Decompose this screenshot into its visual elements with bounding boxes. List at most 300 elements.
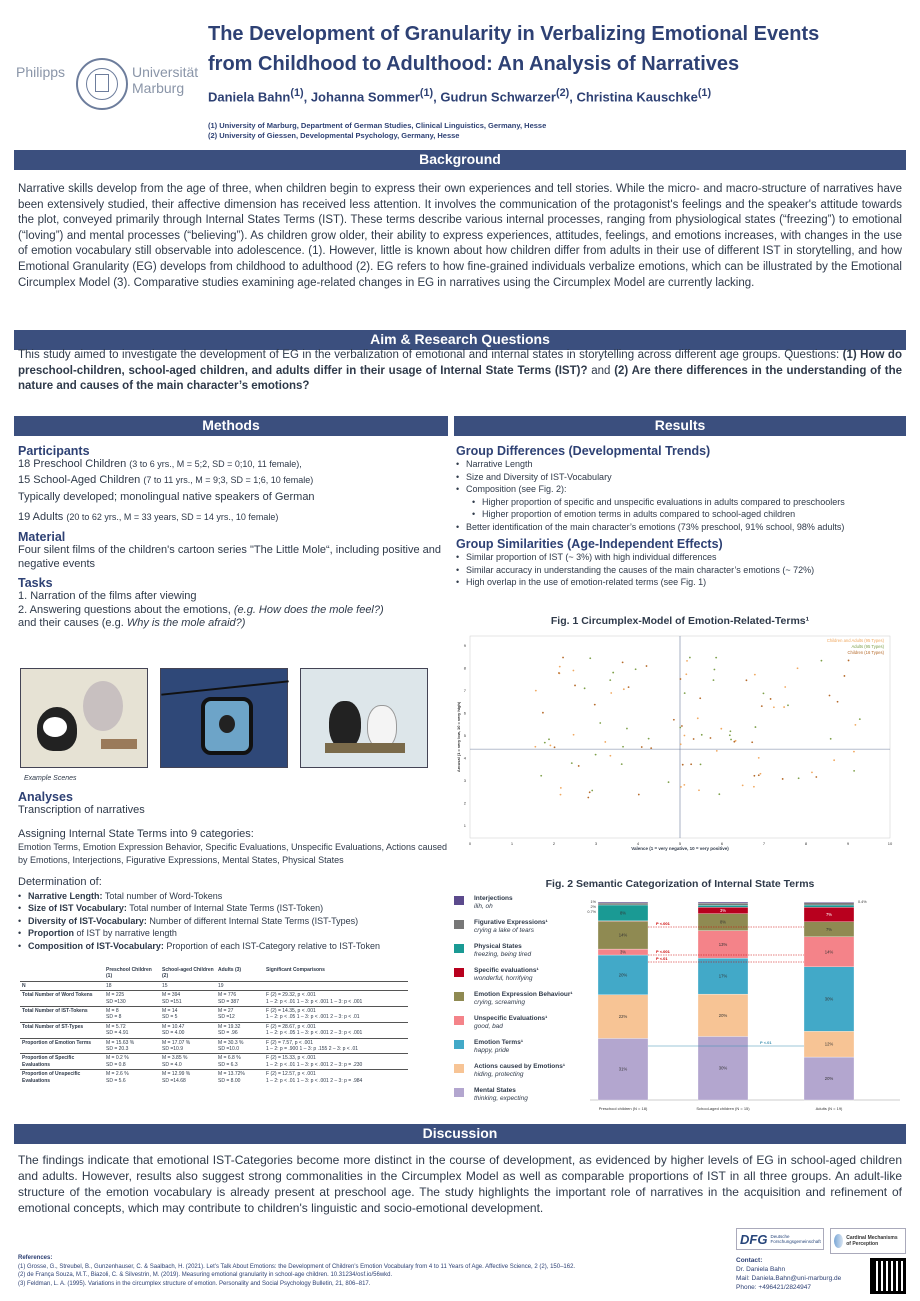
fig2-bar-segment — [698, 905, 748, 907]
fig1-point — [574, 685, 576, 687]
task-2b — [18, 617, 448, 631]
table-cell: Proportion of Specific Evaluations — [20, 1054, 104, 1070]
fig1-point — [610, 692, 612, 694]
cmp-logo-mark — [834, 1234, 843, 1248]
gd-sub-item: • Higher proportion of emotion terms in adults compared to school-aged children — [456, 508, 906, 521]
fig1-point — [646, 665, 648, 667]
table-row — [20, 1007, 408, 1023]
fig1-point — [591, 790, 593, 792]
fig1-x-tick: 8 — [804, 841, 808, 846]
fig1-point — [558, 672, 560, 674]
fig1-x-tick: 6 — [720, 841, 724, 846]
legend-entry-name: Emotion Expression Behaviour¹ — [474, 991, 573, 998]
fig1-point — [716, 750, 718, 752]
task-2 — [18, 604, 448, 618]
qr-code-icon[interactable] — [870, 1258, 906, 1294]
fig1-legend-entry: Adults (95 Types) — [851, 644, 884, 649]
fig1-x-tick: 4 — [636, 841, 640, 846]
det-item — [18, 890, 448, 903]
fig2-data-label: 20% — [718, 1012, 728, 1018]
fig1-point — [755, 726, 757, 728]
t2d: Why is the mole afraid?) — [126, 617, 246, 629]
author-2: Johanna Sommer — [310, 89, 420, 105]
legend-swatch — [454, 1040, 464, 1049]
fig1-point — [612, 672, 614, 674]
table-cell: M = 30.3 % SD =10.0 — [216, 1038, 264, 1054]
table-cell: F (2) = 12.57, p < .001 1 – 2: p < .01 1 – 3: p < .001 2 – 3: p = .984 — [264, 1070, 408, 1085]
fig2-data-label: 31% — [618, 1066, 628, 1072]
fig1-y-tick: 5 — [463, 733, 466, 738]
fig2-bar-segment — [698, 902, 748, 903]
legend-swatch — [454, 944, 464, 953]
fig2-data-label: 14% — [824, 949, 834, 955]
background-text: Narrative skills develop from the age of three, when children begin to express their own experiences and tell stories. While the micro- and macro-structure of narratives have been extensively studied, their affective dimension has received less attention. It involves the communication of the protagonist's feelings and the speaker's attitude towards the plot, conveyed primarily through Internal States Terms (IST). These terms describe various internal processes, ranging from physiological states (“freezing”) to emotional (“loving”) and mental processes (“believing”). As children grow older, their ability to express experiences, attitudes, feelings, and emotions increases, with changes in the use of emotion vocabulary still observable into adolescence. (1). However, little is known about how children differ from adults in their use of different IST in storytelling, and how Emotional Granularity (EG) develops from childhood to adulthood (2). EG refers to how fine-grained individuals verbalize emotions, which can be illustrated by the Emotional Circumplex Model (3). Comparative studies examining age-related changes in EG in narratives using the Circumplex Model are currently lacking. — [18, 183, 902, 289]
aim-q2: (2) Are there differences in the understanding of the nature and causes of the main character’s emotions? — [18, 364, 903, 393]
th: Significant Comparisons — [266, 967, 325, 973]
fig1-point — [782, 778, 784, 780]
table-cell: M = 10.47 SD = 4.00 — [160, 1022, 216, 1038]
contact-mail: Mail: Daniela.Bahn@uni-marburg.de — [736, 1275, 842, 1282]
fig1-point — [754, 674, 756, 676]
det-item — [18, 927, 448, 940]
table-cell — [264, 981, 408, 990]
table-row — [20, 1022, 408, 1038]
table-cell: Proportion of Unspecific Evaluations — [20, 1070, 104, 1085]
fig2-data-label: 7% — [825, 926, 833, 932]
fig2-data-label: 7% — [825, 911, 833, 917]
group-differences-heading: Group Differences (Developmental Trends) — [456, 444, 711, 458]
legend-entry-example: crying a lake of tears — [474, 927, 534, 934]
p1b: (3 to 6 yrs., M = 5;2, SD = 0;10, 11 female), — [129, 459, 302, 469]
fig1-point — [783, 706, 785, 708]
references — [18, 1254, 708, 1288]
legend-entry-example: happy, pride — [474, 1047, 510, 1054]
fig1-y-tick: 8 — [463, 665, 466, 671]
fig1-point — [673, 719, 675, 721]
det-b: Narrative Length: — [28, 890, 103, 901]
table-cell: 15 — [160, 981, 216, 990]
cmp-logo-text: Cardinal Mechanisms of Perception — [846, 1235, 898, 1247]
table-row — [20, 1054, 408, 1070]
fig2-data-label: 22% — [618, 1014, 628, 1020]
fig1-point — [815, 776, 817, 778]
fig2-data-label: 2% — [590, 905, 596, 909]
fig1-y-tick: 2 — [463, 800, 466, 806]
det-t: Total number of Internal State Terms (IST-Token) — [126, 903, 324, 913]
legend-entry — [474, 967, 539, 983]
fig2-data-label: 1% — [590, 900, 596, 904]
determination-list — [18, 890, 448, 953]
legend-entry — [474, 895, 513, 911]
fig2-data-label: 30% — [824, 996, 834, 1002]
det-t: Number of different Internal State Terms (IST-Types) — [146, 915, 359, 926]
table-header-row — [20, 966, 408, 981]
tasks-heading: Tasks — [18, 576, 53, 590]
fig1-point — [729, 734, 731, 736]
legend-entry-name: Mental States — [474, 1087, 516, 1094]
stats-table — [20, 966, 408, 1085]
fig2-data-label: 14% — [618, 932, 628, 938]
author-4: Christina Kauschke — [576, 89, 698, 105]
gs-item: • Similar accuracy in understanding the causes of the main character’s emotions (~ 72%) — [456, 564, 906, 577]
fig1-point — [787, 704, 789, 706]
fig1-point — [604, 741, 606, 743]
fig1-point — [784, 686, 786, 688]
participants-heading: Participants — [18, 444, 90, 458]
gd-sub-item: • Higher proportion of specific and unspecific evaluations in adults compared to preschoolers — [456, 496, 906, 509]
affiliation-2: (2) University of Giessen, Developmental Psychology, Germany, Hesse — [208, 131, 460, 140]
fig1-point — [589, 791, 591, 793]
fig2-bar-segment — [804, 905, 854, 907]
table-row — [20, 1070, 408, 1085]
fig1-point — [599, 722, 601, 724]
det-item — [18, 940, 448, 953]
background-heading: Background — [14, 150, 906, 170]
fig1-point — [690, 763, 692, 765]
determination-heading: Determination of: — [18, 876, 102, 888]
fig1-x-tick: 0 — [468, 841, 472, 846]
fig1-point — [638, 794, 640, 796]
fig1-y-tick: 4 — [463, 755, 466, 761]
fig2-category-label: School-aged children (N = 15) — [696, 1106, 750, 1111]
legend-entry — [474, 1039, 523, 1055]
stats-table-wrap — [20, 966, 408, 1085]
table-cell: Total Number of ST-Types — [20, 1022, 104, 1038]
fig1-y-tick: 6 — [463, 710, 466, 716]
table-cell: N — [20, 981, 104, 990]
table-row — [20, 991, 408, 1007]
aim-q1: (1) How do preschool-children, school-aged children, and adults differ in their usage of Internal State Terms (IST)? — [18, 349, 902, 377]
fig1-point — [753, 775, 755, 777]
fig1-point — [763, 692, 765, 694]
fig1-point — [623, 688, 625, 690]
fig1-point — [650, 747, 652, 749]
author-2-sup: (1) — [419, 87, 434, 99]
methods-column — [18, 440, 448, 631]
legend-entry — [474, 991, 573, 1007]
fig1-point — [859, 718, 861, 720]
legend-entry-name: Interjections — [474, 895, 513, 902]
author-3: Gudrun Schwarzer — [440, 89, 556, 105]
legend-entry-name: Emotion Terms¹ — [474, 1039, 523, 1046]
fig1-point — [622, 746, 624, 748]
legend-entry-example: freezing, being tired — [474, 951, 532, 958]
fig1-point — [573, 670, 575, 672]
fig2-title: Fig. 2 Semantic Categorization of Internal State Terms — [545, 878, 815, 890]
fig1-point — [573, 734, 575, 736]
gs-item: • Similar proportion of IST (~ 3%) with high individual differences — [456, 551, 906, 564]
fig1-point — [587, 797, 589, 799]
fig1-point — [751, 741, 753, 743]
analyses-block — [18, 786, 448, 952]
fig2-bar-segment — [598, 902, 648, 903]
fig2-category-label: Preschool children (N = 18) — [598, 1106, 648, 1111]
table-cell: M = 0.2 % SD = 0.8 — [104, 1054, 160, 1070]
fig2-data-label: 8% — [719, 919, 727, 925]
analyses-heading: Analyses — [18, 790, 73, 804]
table-row — [20, 981, 408, 990]
fig1-point — [548, 738, 550, 740]
fig1-point — [753, 786, 755, 788]
fig1-point — [686, 660, 688, 662]
legend-swatch — [454, 896, 464, 905]
legend-swatch — [454, 1088, 464, 1097]
table-cell: M = 14 SD = 5 — [160, 1007, 216, 1023]
fig1-point — [848, 660, 850, 662]
fig1-point — [685, 673, 687, 675]
legend-entry — [474, 1087, 528, 1103]
gd-item: • Better identification of the main character’s emotions (73% preschool, 91% school, 98% adults) — [456, 521, 906, 534]
fig1-point — [684, 692, 686, 694]
fig1-point — [594, 704, 596, 706]
contact — [736, 1256, 841, 1292]
fig1-point — [821, 660, 823, 662]
legend-entry-example: hiding, protecting — [474, 1071, 524, 1078]
t2a: 2. Answering questions about the emotions, — [18, 603, 234, 616]
reference-item: (2) de França Souza, M.T., Biazoli, C. & Silvestrin, M. (2019). Measuring emotional granularity in school-age children. 10.31234/osf.io/56wkd. — [18, 1272, 393, 1278]
dfg-logo — [736, 1228, 824, 1250]
scene-image-1 — [20, 668, 148, 768]
fig1-point — [680, 786, 682, 788]
fig2-significance-label: P <.001 — [656, 921, 670, 926]
legend-entry-example: crying, screaming — [474, 999, 525, 1006]
fig2-bar-segment — [804, 903, 854, 905]
seal-icon — [76, 58, 128, 110]
material-heading: Material — [18, 530, 66, 544]
fig1-point — [710, 737, 712, 739]
fig1-point — [853, 751, 855, 753]
fig1-y-tick: 9 — [463, 643, 466, 649]
fig1-ylabel: Arousal (1 = very low, 10 = very high) — [456, 701, 461, 773]
group-differences-sublist — [456, 496, 906, 521]
fig1-x-tick: 1 — [510, 841, 514, 846]
fig2-data-label: 8% — [619, 910, 627, 916]
th — [20, 966, 104, 981]
table-cell: Proportion of Emotion Terms — [20, 1038, 104, 1054]
author-1-sup: (1) — [290, 87, 304, 99]
fig1-point — [554, 746, 556, 748]
legend-entry-example: ilih, oh — [474, 903, 493, 910]
p4a: 19 Adults — [18, 510, 67, 523]
fig1-point — [746, 679, 748, 681]
fig1-point — [713, 679, 715, 681]
fig1-xlabel: Valence (1 = very negative, 10 = very positive) — [631, 846, 729, 851]
fig1-point — [760, 773, 762, 775]
fig1-point — [535, 690, 537, 692]
group-similarities-list — [456, 551, 906, 589]
legend-entry-example: wonderful, horrifying — [474, 975, 533, 982]
legend-swatch — [454, 1064, 464, 1073]
fig1-point — [544, 742, 546, 744]
fig1-x-tick: 9 — [846, 841, 850, 846]
dfg-logo-mark: DFG — [740, 1231, 768, 1247]
fig2-data-label: 17% — [718, 973, 728, 979]
fig1-point — [715, 657, 717, 659]
fig1-point — [833, 759, 835, 761]
p2a: 15 School-Aged Children — [18, 473, 144, 486]
fig1-legend-entry: Children and Adults (95 Types) — [826, 638, 884, 643]
fig1-point — [549, 745, 551, 747]
fig1-point — [811, 771, 813, 773]
fig1-point — [595, 754, 597, 756]
poster-title-line2: from Childhood to Adulthood: An Analysis of Narratives — [208, 53, 740, 75]
participants-1 — [18, 458, 448, 472]
fig1-point — [770, 698, 772, 700]
legend-entry-name: Specific evaluations¹ — [474, 967, 539, 974]
table-cell: 18 — [104, 981, 160, 990]
fig1-point — [641, 746, 643, 748]
fig1-point — [798, 777, 800, 779]
authors: Daniela Bahn$^{(1)}$, Johanna Sommer$^{(1)}$, Gudrun Schwarzer$^{(2)}$, Christina Kauschke$^{(1)}$ — [208, 87, 712, 105]
t2c: and their causes (e.g. — [18, 617, 127, 629]
dfg-logo-text: Deutsche Forschungsgemeinschaft — [770, 1234, 821, 1244]
legend-entry — [474, 1015, 547, 1031]
fig1-point — [730, 739, 732, 741]
table-cell: M = 394 SD =151 — [160, 991, 216, 1007]
affiliation-1: (1) University of Marburg, Department of German Studies, Clinical Linguistics, Germany, Hesse — [208, 121, 547, 130]
table-cell: F (2) = 28.67, p < .001 1 – 2: p < .05 1 – 3: p < .001 2 – 3: p < .001 — [264, 1022, 408, 1038]
det-b: Composition of IST-Vocabulary: — [28, 940, 164, 951]
p2b: (7 to 11 yrs., M = 9;3, SD = 1;6, 10 female) — [143, 474, 314, 485]
aim-and: and — [587, 364, 615, 377]
fig1-point — [635, 668, 637, 670]
author-3-sup: (2) — [555, 87, 570, 99]
fig1-point — [628, 686, 630, 688]
p1a: 18 Preschool Children — [18, 458, 130, 470]
contact-heading: Contact: — [736, 1257, 763, 1264]
fig1-x-tick: 10 — [887, 841, 893, 846]
table-cell: Total Number of IST-Tokens — [20, 1007, 104, 1023]
aim-heading: Aim & Research Questions — [14, 330, 906, 350]
det-b: Size of IST Vocabulary: — [28, 903, 127, 913]
table-cell: M = 15.63 % SD = 20.3 — [104, 1038, 160, 1054]
discussion-text: The findings indicate that emotional IST-Categories become more distinct in the course of development, as evidenced by higher levels of EG in school-aged children and adults. However, results also suggest strong commonalities in the Circumplex Model as well as comparable proportions of IST in all three groups. An adult-like structure of the emotion vocabulary is already present at preschool age. The study highlights the important role of narratives in the acquisition and refinement of emotional concepts, which may contribute to children's linguistic and socio-emotional development. — [18, 1153, 902, 1215]
table-cell: 19 — [216, 981, 264, 990]
group-differences-last — [456, 521, 906, 534]
fig1-point — [729, 730, 731, 732]
det-item — [18, 915, 448, 928]
university-logo — [14, 58, 199, 114]
results-heading: Results — [454, 416, 906, 436]
fig1-point — [571, 762, 573, 764]
gd-item: • Size and Diversity of IST-Vocabulary — [456, 471, 906, 484]
p4b: (20 to 62 yrs., M = 33 years, SD = 14 yrs., 10 female) — [66, 511, 279, 522]
fig1-point — [733, 741, 735, 743]
logo-right-text: Universität — [132, 64, 199, 80]
fig2-significance-label: P <.001 — [656, 949, 670, 954]
aim-text — [18, 348, 902, 395]
legend-entry — [474, 943, 531, 959]
discussion-heading: Discussion — [14, 1124, 906, 1144]
table-cell: F (2) = 14.35, p < .001 1 – 2: p < .05 1 – 3: p < .001 2 – 3: p < .01 — [264, 1007, 408, 1023]
gs-item: • High overlap in the use of emotion-related terms (see Fig. 1) — [456, 576, 906, 589]
contact-phone: Phone: +496421/2824947 — [736, 1284, 812, 1291]
fig1-point — [626, 728, 628, 730]
gd-item: • Composition (see Fig. 2): — [456, 483, 906, 496]
fig1-legend-entry: Children (16 Types) — [847, 650, 884, 655]
table-cell: M = 27 SD =12 — [216, 1007, 264, 1023]
fig1-point — [844, 675, 846, 677]
poster-title-line1: The Development of Granularity in Verbalizing Emotional Events — [208, 23, 820, 45]
participants-4 — [18, 511, 448, 525]
fig1-point — [578, 765, 580, 767]
fig1-point — [534, 746, 536, 748]
fig1-x-tick: 7 — [762, 841, 766, 846]
fig1-x-tick: 5 — [678, 841, 682, 846]
fig2-data-label: 0.7% — [587, 910, 596, 914]
fig2-legend — [454, 896, 594, 1116]
fig1-point — [682, 764, 684, 766]
fig1-point — [680, 678, 682, 680]
participants-3: Typically developed; monolingual native speakers of German — [18, 491, 315, 503]
fig1-point — [837, 701, 839, 703]
fig2-data-label: 0.4% — [858, 900, 867, 904]
fig1-point — [761, 705, 763, 707]
legend-swatch — [454, 968, 464, 977]
fig1-point — [700, 763, 702, 765]
fig1-title: Fig. 1 Circumplex-Model of Emotion-Related-Terms¹ — [550, 615, 810, 627]
author-4-sup: (1) — [697, 87, 712, 99]
det-b: Proportion — [28, 928, 74, 938]
fig1-point — [542, 712, 544, 714]
fig1-point — [689, 657, 691, 659]
legend-entry-name: Unspecific Evaluations¹ — [474, 1015, 548, 1022]
methods-heading: Methods — [14, 416, 448, 436]
fig2-data-label: 30% — [718, 1065, 728, 1071]
fig1-point — [609, 679, 611, 681]
fig1-point — [718, 793, 720, 795]
th: School-aged Children (2) — [162, 967, 214, 980]
analyses-2: Assigning Internal State Terms into 9 categories: — [18, 827, 254, 840]
fig1-x-tick: 2 — [552, 841, 556, 846]
t2b: (e.g. How does the mole feel?) — [233, 603, 384, 616]
cmp-logo — [830, 1228, 906, 1254]
fig2-data-label: 3% — [719, 907, 727, 913]
th: Adults (3) — [218, 967, 242, 973]
fig1-point — [773, 706, 775, 708]
fig1-point — [621, 763, 623, 765]
table-row — [20, 1038, 408, 1054]
fig1-y-tick: 1 — [463, 822, 466, 828]
analyses-1: Transcription of narratives — [18, 804, 145, 816]
group-similarities-heading: Group Similarities (Age-Independent Effects) — [456, 537, 723, 551]
reference-item: (3) Feldman, L. A. (1995). Variations in the circumplex structure of emotion. Personality and Social Psychology Bulletin, 21, 806–817. — [18, 1280, 371, 1287]
legend-entry-name: Figurative Expressions¹ — [474, 919, 548, 926]
task-1: 1. Narration of the films after viewing — [18, 590, 197, 602]
gd-item: • Narrative Length — [456, 458, 906, 471]
reference-item: (1) Grosse, G., Streubel, B., Gunzenhauser, C. & Saalbach, H. (2021). Let’s Talk About Emotions: the Development of Children’s Emotion Vocabulary from 4 to 11 Years of Age. Affective Science, 2 (2), 150–162. — [18, 1263, 576, 1270]
results-column — [456, 440, 906, 589]
fig1-point — [648, 738, 650, 740]
scene-image-3 — [300, 668, 428, 768]
fig1-point — [540, 775, 542, 777]
fig1-point — [589, 657, 591, 659]
fig1-point — [683, 784, 685, 786]
table-cell: M = 19.32 SD = .96 — [216, 1022, 264, 1038]
table-cell: M = 776 SD = 387 — [216, 991, 264, 1007]
fig1-point — [758, 774, 760, 776]
fig1-point — [698, 789, 700, 791]
fig1-point — [559, 666, 561, 668]
fig1-x-tick: 3 — [594, 841, 598, 846]
legend-entry-name: Physical States — [474, 943, 522, 950]
fig1-point — [697, 717, 699, 719]
legend-entry-example: thinking, expecting — [474, 1095, 528, 1102]
fig2-significance-label: P <.01 — [656, 956, 668, 961]
fig2-data-label: 3% — [619, 949, 627, 955]
scenes-caption: Example Scenes — [24, 775, 77, 782]
fig1-point — [609, 755, 611, 757]
